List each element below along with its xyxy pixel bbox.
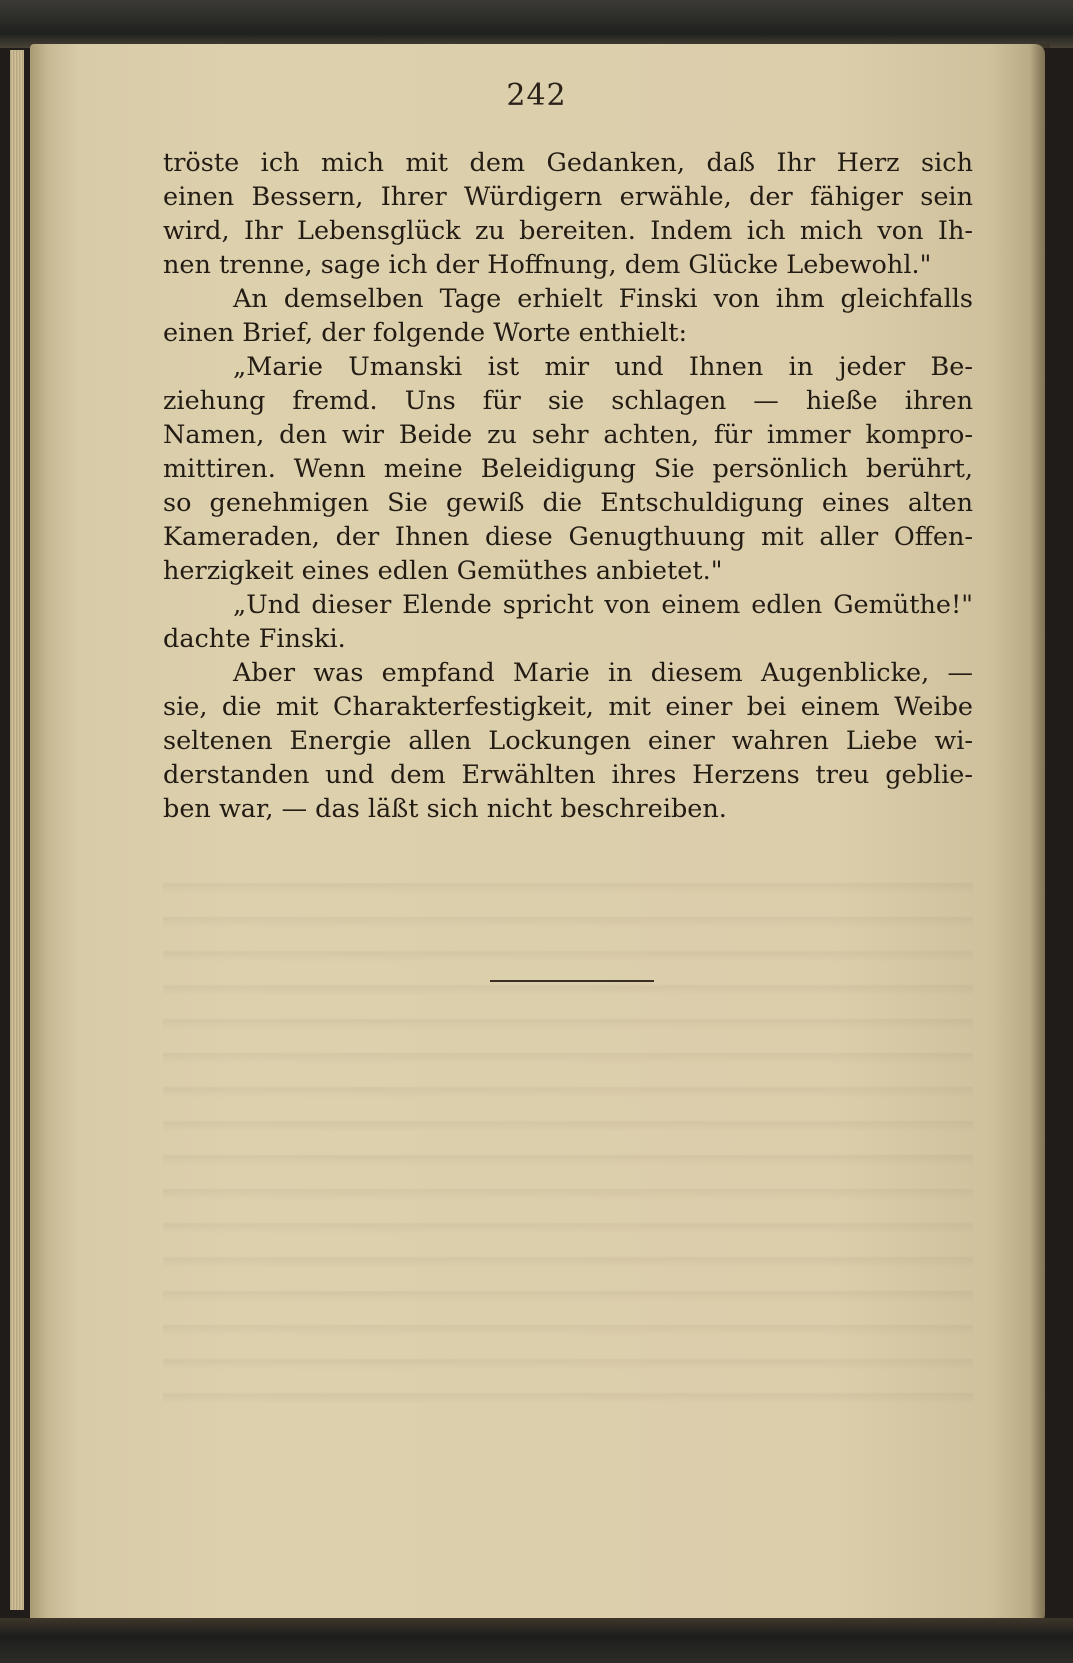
text-line: ben war, — das läßt sich nicht beschreiben. — [163, 794, 727, 824]
text-line: Aber was empfand Marie in diesem Augenblicke, — — [233, 658, 973, 688]
section-divider — [490, 980, 654, 982]
text-line: seltenen Energie allen Lockungen einer wahren Liebe wi- — [163, 726, 973, 756]
text-line: tröste ich mich mit dem Gedanken, daß Ihr Herz sich — [163, 148, 973, 178]
text-line: „Und dieser Elende spricht von einem edlen Gemüthe!" — [233, 590, 973, 620]
text-line: Namen, den wir Beide zu sehr achten, für immer kompro- — [163, 420, 973, 450]
text-line: dachte Finski. — [163, 624, 346, 654]
page-right-shadow — [1030, 44, 1050, 1624]
text-line: mittiren. Wenn meine Beleidigung Sie persönlich berührt, — [163, 454, 973, 484]
text-line: herzigkeit eines edlen Gemüthes anbietet." — [163, 556, 723, 586]
page-stack-edges — [10, 50, 24, 1610]
text-line: „Marie Umanski ist mir und Ihnen in jeder Be- — [233, 352, 973, 382]
page-number: 242 — [506, 78, 567, 113]
text-line: einen Bessern, Ihrer Würdigern erwähle, der fähiger sein — [163, 182, 973, 212]
text-line: einen Brief, der folgende Worte enthielt: — [163, 318, 688, 348]
text-line: derstanden und dem Erwählten ihres Herzens treu geblie- — [163, 760, 973, 790]
text-line: so genehmigen Sie gewiß die Entschuldigung eines alten — [163, 488, 973, 518]
book-top-edge — [0, 0, 1073, 48]
text-line: sie, die mit Charakterfestigkeit, mit einer bei einem Weibe — [163, 692, 973, 722]
show-through-text — [163, 860, 973, 1420]
book-bottom-edge — [0, 1618, 1073, 1663]
text-line: An demselben Tage erhielt Finski von ihm gleichfalls — [233, 284, 973, 314]
text-line: nen trenne, sage ich der Hoffnung, dem Glücke Lebewohl." — [163, 250, 932, 280]
text-line: ziehung fremd. Uns für sie schlagen — hieße ihren — [163, 386, 973, 416]
text-line: wird, Ihr Lebensglück zu bereiten. Indem ich mich von Ih- — [163, 216, 973, 246]
text-line: Kameraden, der Ihnen diese Genugthuung mit aller Offen- — [163, 522, 973, 552]
body-text — [163, 146, 973, 826]
